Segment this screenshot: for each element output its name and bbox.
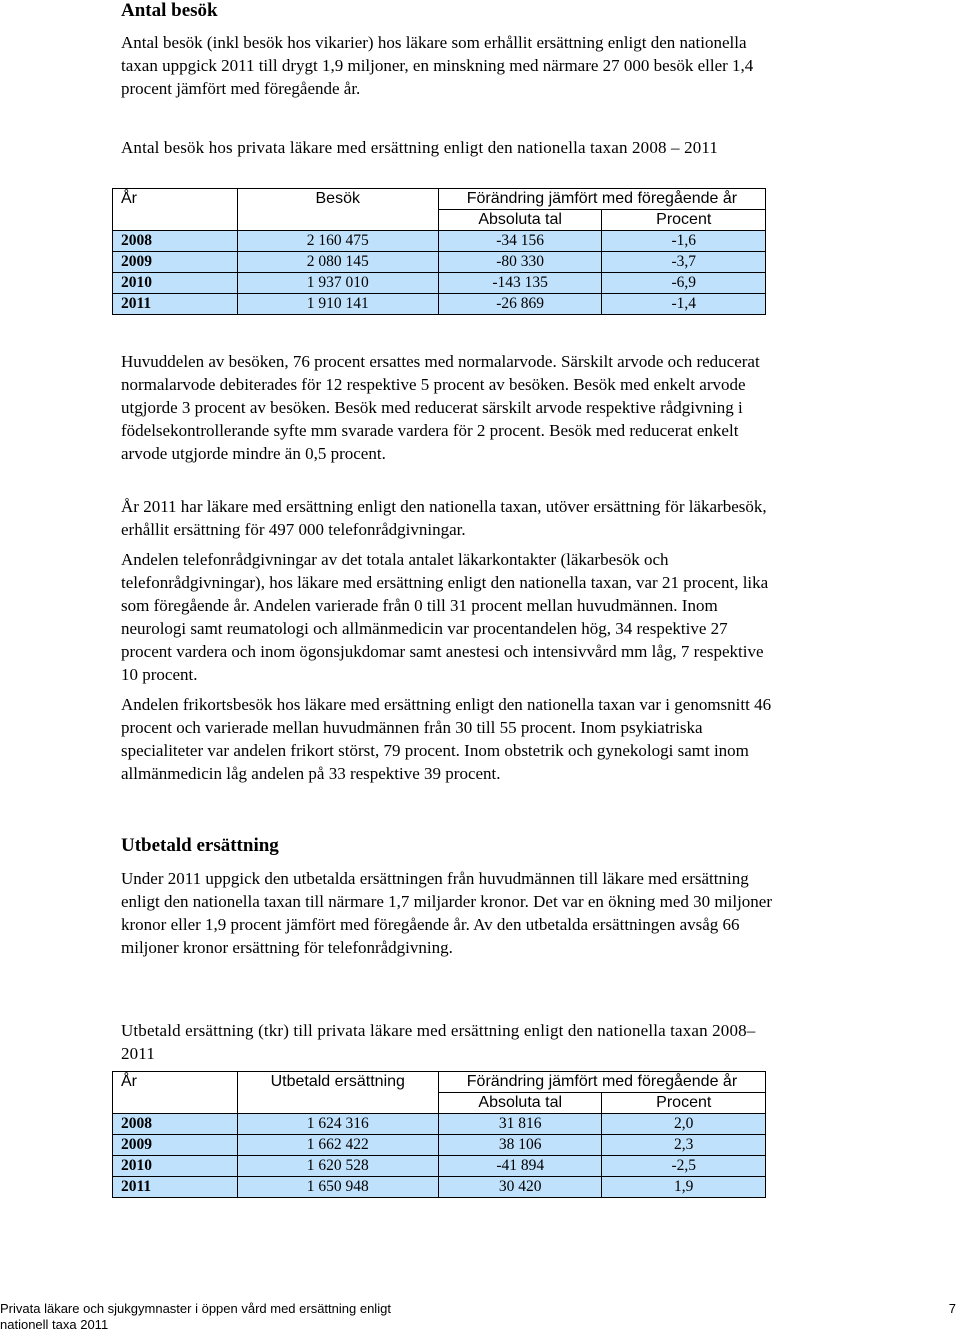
table-caption-ersattning: Utbetald ersättning (tkr) till privata läkare med ersättning enligt den nationella taxan 2008– 2011 — [121, 1021, 756, 1063]
cell-year: 2009 — [113, 252, 238, 273]
header-besok: Besök — [237, 189, 438, 210]
cell-value: 1 620 528 — [237, 1156, 438, 1177]
table-caption-besok: Antal besök hos privata läkare med ersättning enligt den nationella taxan 2008 – 2011 — [121, 138, 719, 157]
cell-absolute: -41 894 — [438, 1156, 602, 1177]
cell-absolute: -26 869 — [438, 294, 602, 315]
cell-percent: 2,3 — [602, 1135, 766, 1156]
header-change: Förändring jämfört med föregående år — [438, 1072, 765, 1093]
paragraph-telefonradgivningar: År 2011 har läkare med ersättning enligt den nationella taxan, utöver ersättning för läkarbesök, erhållit ersättning för 497 000 telefonrådgivningar. — [121, 497, 767, 539]
cell-percent: -2,5 — [602, 1156, 766, 1177]
table-row — [113, 252, 766, 273]
paragraph-utbetald: Under 2011 uppgick den utbetalda ersättningen från huvudmännen till läkare med ersättning enligt den nationella taxan till närmare 1,7 miljarder kronor. Det var en ökning med 30 miljoner kronor eller 1,9 procent jämfört med föregående år. Av den utbetalda ersättningen avsåg 66 miljoner kronor ersättning för telefonrådgivning. — [121, 869, 773, 957]
section-heading-antal-besok: Antal besök — [121, 0, 218, 21]
cell-absolute: 38 106 — [438, 1135, 602, 1156]
cell-value: 2 160 475 — [237, 231, 438, 252]
cell-absolute: 31 816 — [438, 1114, 602, 1135]
table-row — [113, 273, 766, 294]
cell-percent: 1,9 — [602, 1177, 766, 1198]
header-year: År — [113, 189, 238, 210]
cell-value: 2 080 145 — [237, 252, 438, 273]
cell-absolute: -34 156 — [438, 231, 602, 252]
table-row — [113, 1114, 766, 1135]
cell-year: 2010 — [113, 1156, 238, 1177]
cell-absolute: 30 420 — [438, 1177, 602, 1198]
cell-percent: -1,4 — [602, 294, 766, 315]
table-row — [113, 294, 766, 315]
cell-absolute: -80 330 — [438, 252, 602, 273]
cell-value: 1 662 422 — [237, 1135, 438, 1156]
section-heading-utbetald: Utbetald ersättning — [121, 835, 279, 856]
header-ersattning: Utbetald ersättning — [237, 1072, 438, 1093]
header-absolute: Absoluta tal — [438, 1093, 602, 1114]
cell-value: 1 910 141 — [237, 294, 438, 315]
cell-value: 1 624 316 — [237, 1114, 438, 1135]
cell-year: 2008 — [113, 231, 238, 252]
cell-year: 2010 — [113, 273, 238, 294]
footer-line-2: nationell taxa 2011 — [0, 1317, 109, 1332]
cell-percent: -6,9 — [602, 273, 766, 294]
header-absolute: Absoluta tal — [438, 210, 602, 231]
header-percent: Procent — [602, 1093, 766, 1114]
header-ersattning-empty — [237, 1093, 438, 1114]
paragraph-huvuddelen: Huvuddelen av besöken, 76 procent ersattes med normalarvode. Särskilt arvode och reducerat normalarvode debiterades för 12 respektive 5 procent av besöken. Besök med enkelt arvode utgjorde 3 procent av besöken. Besök med reducerat särskilt arvode respektive rådgivning i födelsekontrollerande syfte mm svarade vardera för 2 procent. Besök med reducerat enkelt arvode utgjorde mindre än 0,5 procent. — [121, 352, 760, 463]
footer-line-1: Privata läkare och sjukgymnaster i öppen vård med ersättning enligt — [0, 1301, 391, 1316]
cell-value: 1 650 948 — [237, 1177, 438, 1198]
cell-absolute: -143 135 — [438, 273, 602, 294]
page-number: 7 — [948, 1301, 956, 1316]
cell-value: 1 937 010 — [237, 273, 438, 294]
footer-title — [0, 1301, 391, 1333]
table-row — [113, 231, 766, 252]
cell-year: 2011 — [113, 294, 238, 315]
cell-year: 2009 — [113, 1135, 238, 1156]
cell-year: 2008 — [113, 1114, 238, 1135]
table-besok — [112, 188, 766, 315]
cell-percent: -3,7 — [602, 252, 766, 273]
table-ersattning — [112, 1071, 766, 1198]
header-year-empty — [113, 210, 238, 231]
cell-percent: -1,6 — [602, 231, 766, 252]
header-change: Förändring jämfört med föregående år — [438, 189, 765, 210]
header-year-empty — [113, 1093, 238, 1114]
table-row — [113, 1135, 766, 1156]
header-year: År — [113, 1072, 238, 1093]
table-row — [113, 1156, 766, 1177]
table-row — [113, 1177, 766, 1198]
intro-paragraph: Antal besök (inkl besök hos vikarier) hos läkare som erhållit ersättning enligt den nationella taxan uppgick 2011 till drygt 1,9 miljoner, en minskning med närmare 27 000 besök eller 1,4 procent jämfört med föregående år. — [121, 33, 754, 98]
cell-percent: 2,0 — [602, 1114, 766, 1135]
paragraph-andelen-telefon: Andelen telefonrådgivningar av det totala antalet läkarkontakter (läkarbesök och telefonrådgivningar), hos läkare med ersättning enligt den nationella taxan, var 21 procent, lika som föregående år. Andelen varierade från 0 till 31 procent mellan huvudmännen. Inom neurologi samt reumatologi och allmänmedicin var procentandelen hög, 34 respektive 27 procent vardera och inom ögonsjukdomar samt anestesi och intensivvård mm låg, 7 respektive 10 procent. — [121, 550, 769, 684]
header-percent: Procent — [602, 210, 766, 231]
header-besok-empty — [237, 210, 438, 231]
cell-year: 2011 — [113, 1177, 238, 1198]
paragraph-frikort: Andelen frikortsbesök hos läkare med ersättning enligt den nationella taxan var i genomsnitt 46 procent och varierade mellan huvudmännen från 30 till 55 procent. Inom psykiatriska specialiteter var andelen frikort störst, 79 procent. Inom obstetrik och gynekologi samt inom allmänmedicin låg andelen på 33 respektive 39 procent. — [121, 695, 772, 783]
